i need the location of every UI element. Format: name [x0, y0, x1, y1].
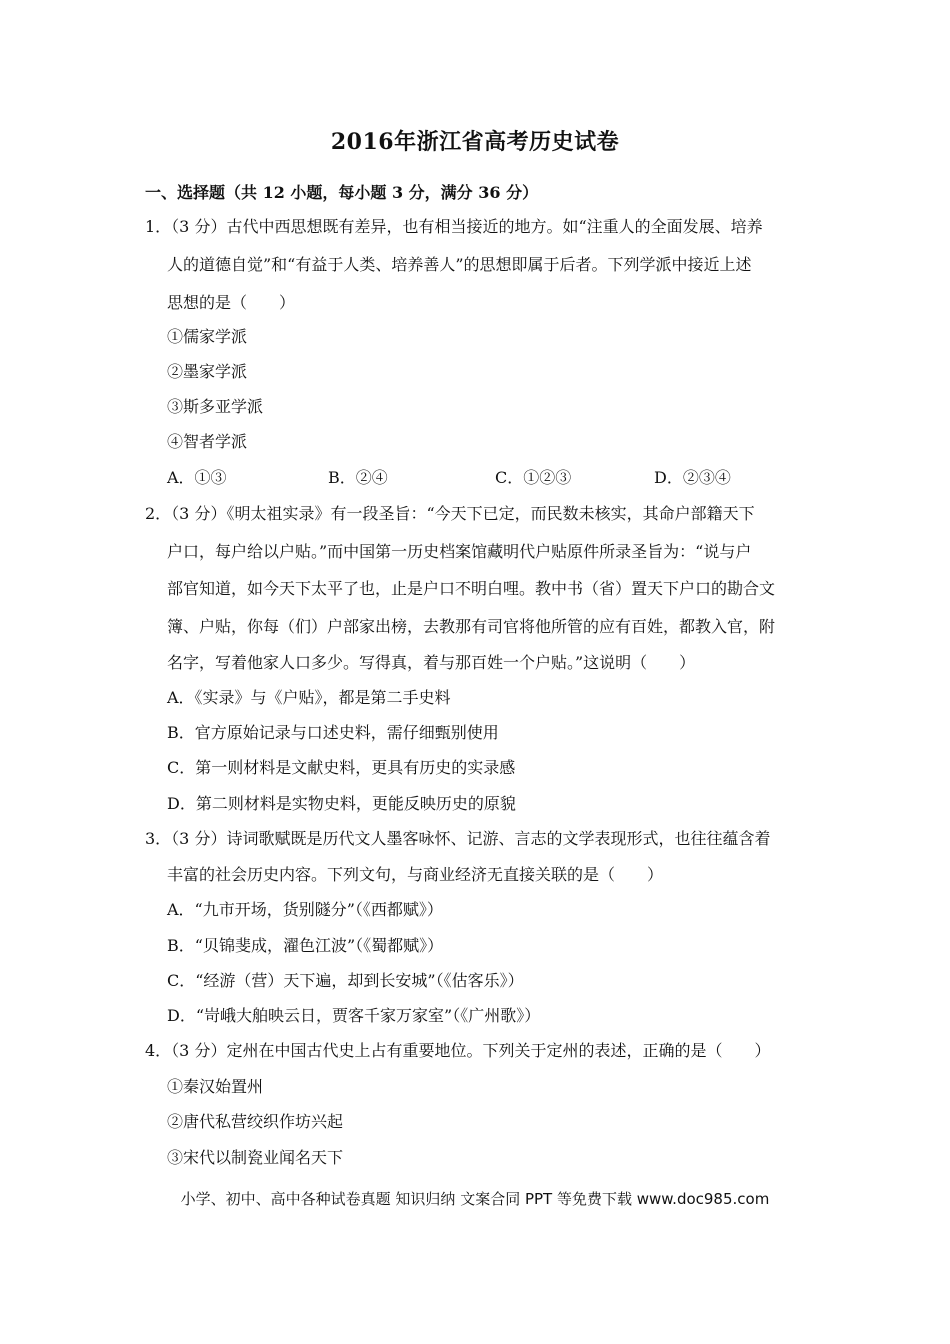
- question-3-line-2: 丰富的社会历史内容。下列文句，与商业经济无直接关联的是（ ）: [167, 865, 664, 884]
- question-1-item-4: ④智者学派: [167, 432, 248, 451]
- section-heading: 一、选择题（共 12 小题，每小题 3 分，满分 36 分）: [145, 183, 539, 202]
- question-2-option-b[interactable]: B．官方原始记录与口述史料，需仔细甄别使用: [167, 723, 499, 742]
- question-4-item-1: ①秦汉始置州: [167, 1077, 264, 1096]
- question-3-option-d[interactable]: D．“岢峨大舶映云日，贾客千家万家室”（《广州歌》）: [167, 1006, 541, 1025]
- question-1-line-1: 1．（3 分）古代中西思想既有差异，也有相当接近的地方。如“注重人的全面发展、培养: [145, 217, 763, 236]
- question-2-option-d[interactable]: D．第二则材料是实物史料，更能反映历史的原貌: [167, 794, 516, 813]
- question-4-item-3: ③宋代以制瓷业闻名天下: [167, 1148, 344, 1167]
- question-2-line-5: 名字，写着他家人口多少。写得真，着与那百姓一个户贴。”这说明（ ）: [167, 653, 696, 672]
- question-1-item-2: ②墨家学派: [167, 362, 248, 381]
- question-2-line-2: 户口，每户给以户贴。”而中国第一历史档案馆藏明代户贴原件所录圣旨为：“说与户: [167, 542, 752, 561]
- footer-banner: 小学、初中、高中各种试卷真题 知识归纳 文案合同 PPT 等免费下载 www.doc985.com: [180, 1190, 770, 1208]
- question-2-option-c[interactable]: C．第一则材料是文献史料，更具有历史的实录感: [167, 758, 516, 777]
- question-1-line-2: 人的道德自觉”和“有益于人类、培养善人”的思想即属于后者。下列学派中接近上述: [167, 255, 752, 274]
- question-1-line-3: 思想的是（ ）: [167, 293, 296, 312]
- question-1-option-c[interactable]: C．①②③: [495, 468, 572, 487]
- question-3-option-a[interactable]: A．“九市开场，货别隧分”（《西都赋》）: [167, 900, 443, 919]
- question-2-option-a[interactable]: A．《实录》与《户贴》，都是第二手史料: [167, 688, 451, 707]
- question-3-line-1: 3．（3 分）诗词歌赋既是历代文人墨客咏怀、记游、言志的文学表现形式，也往往蕴含着: [145, 829, 771, 848]
- question-3-option-c[interactable]: C．“经游（营）天下遍，却到长安城”（《估客乐》）: [167, 971, 524, 990]
- page-title: 2016年浙江省高考历史试卷: [330, 129, 620, 155]
- question-2-line-3: 部官知道，如今天下太平了也，止是户口不明白哩。教中书（省）置天下户口的勘合文: [167, 579, 776, 598]
- question-4-line-1: 4．（3 分）定州在中国古代史上占有重要地位。下列关于定州的表述，正确的是（ ）: [145, 1041, 771, 1060]
- question-2-line-1: 2．（3 分）《明太祖实录》有一段圣旨：“今天下已定，而民数未核实，其命户部籍天下: [145, 504, 755, 523]
- question-1-option-d[interactable]: D．②③④: [654, 468, 731, 487]
- question-1-item-1: ①儒家学派: [167, 327, 248, 346]
- question-3-option-b[interactable]: B．“贝锦斐成，濯色江波”（《蜀都赋》）: [167, 936, 444, 955]
- question-4-item-2: ②唐代私营绞织作坊兴起: [167, 1112, 344, 1131]
- question-1-item-3: ③斯多亚学派: [167, 397, 264, 416]
- question-1-option-a[interactable]: A．①③: [167, 468, 227, 487]
- question-1-options: [167, 467, 807, 489]
- question-2-line-4: 簿、户贴，你每（们）户部家出榜，去教那有司官将他所管的应有百姓，都教入官，附: [167, 617, 776, 636]
- question-1-option-b[interactable]: B．②④: [328, 468, 388, 487]
